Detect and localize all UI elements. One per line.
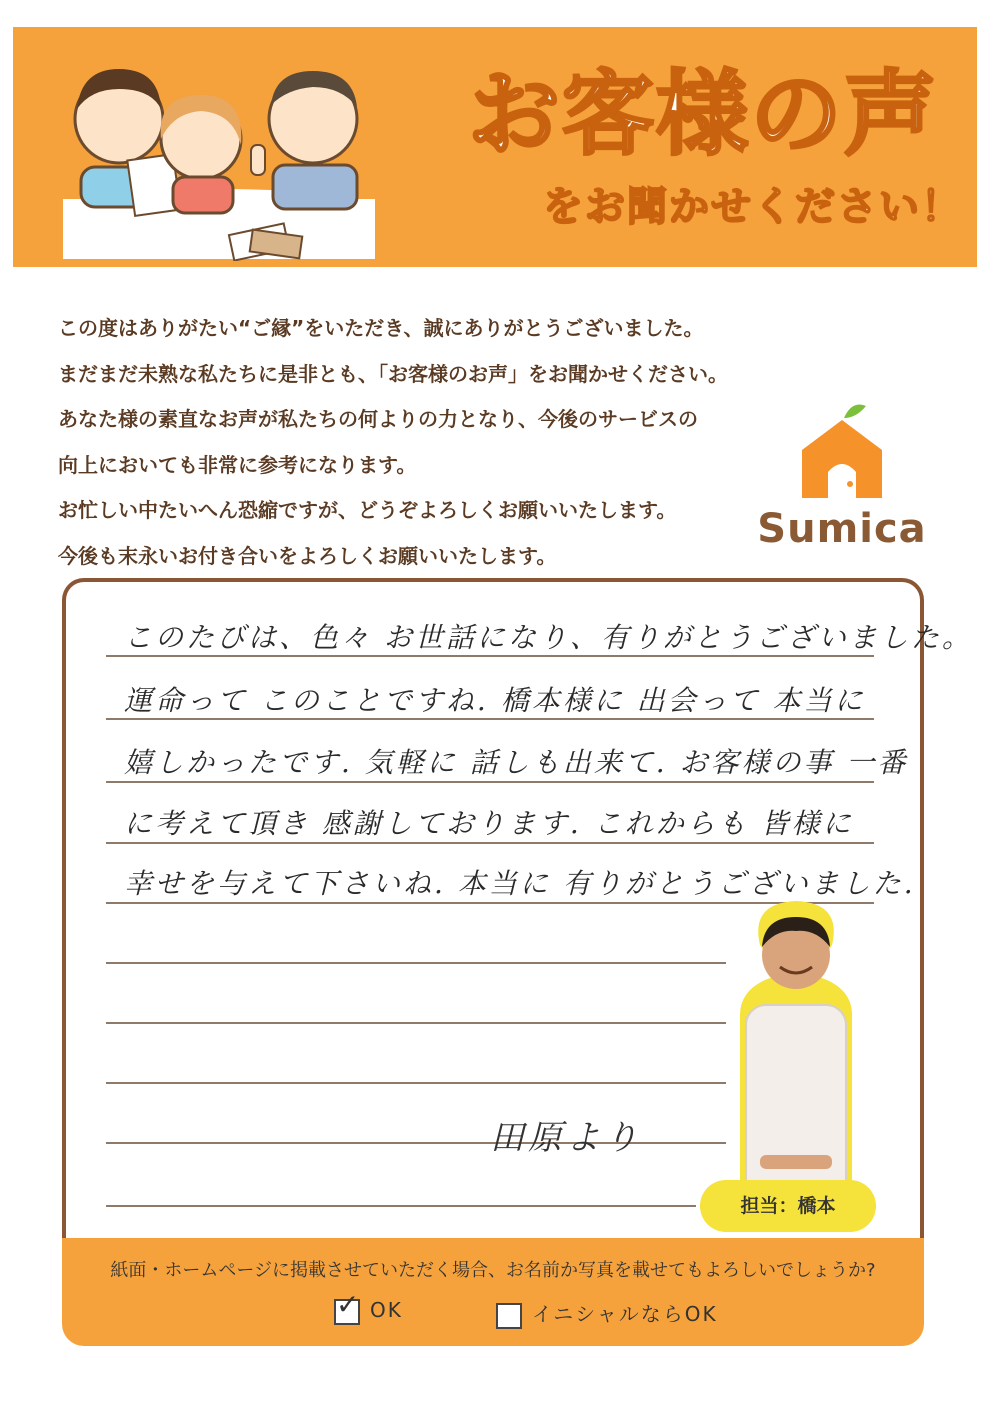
ruled-line bbox=[106, 1205, 696, 1207]
handwritten-line: に考えて頂き 感謝しております. これからも 皆様に bbox=[124, 807, 854, 840]
ruled-line bbox=[106, 1082, 726, 1084]
check-mark-icon: ✓ bbox=[336, 1287, 362, 1321]
customers-illustration bbox=[61, 49, 379, 261]
ruled-line bbox=[106, 1022, 726, 1024]
customer-signature: 田原より bbox=[490, 1118, 642, 1158]
staff-photo bbox=[720, 895, 872, 1225]
ruled-line bbox=[106, 842, 874, 844]
intro-line: まだまだ未熟な私たちに是非とも、「お客様のお声」をお聞かせください。 bbox=[58, 361, 728, 386]
intro-text bbox=[58, 306, 778, 579]
consent-footer bbox=[62, 1238, 924, 1346]
initial-checkbox[interactable] bbox=[496, 1303, 522, 1329]
ruled-line bbox=[106, 962, 726, 964]
option-ok[interactable] bbox=[334, 1287, 403, 1325]
intro-line: この度はありがたい“ご縁”をいただき、誠にありがとうございました。 bbox=[58, 316, 704, 340]
consent-question: 紙面・ホームページに掲載させていただく場合、お名前か写真を載せてもよろしいでしょうか? bbox=[110, 1260, 876, 1281]
option-ok-label: OK bbox=[370, 1298, 403, 1322]
intro-line: 向上においても非常に参考になります。 bbox=[58, 452, 417, 477]
ok-checkbox[interactable] bbox=[334, 1287, 362, 1325]
page-subtitle: をお聞かせください！ bbox=[543, 184, 963, 230]
handwritten-line: 運命って このことですね. 橋本様に 出会って 本当に bbox=[124, 684, 866, 717]
ruled-line bbox=[106, 781, 874, 783]
option-initial[interactable] bbox=[496, 1298, 718, 1329]
header-banner bbox=[13, 27, 977, 267]
logo-text: Sumica bbox=[757, 506, 927, 552]
handwritten-line: 嬉しかったです. 気軽に 話しも出来て. お客様の事 一番 bbox=[124, 746, 909, 779]
intro-line: あなた様の素直なお声が私たちの何よりの力となり、今後のサービスの bbox=[58, 407, 698, 431]
handwritten-line: 幸せを与えて下さいね. 本当に 有りがとうございました. bbox=[124, 867, 916, 900]
sumica-logo bbox=[752, 398, 932, 558]
page-title: お客様の声 bbox=[467, 61, 938, 168]
intro-line: 今後も末永いお付き合いをよろしくお願いいたします。 bbox=[58, 543, 557, 568]
option-initial-label: イニシャルならOK bbox=[532, 1302, 718, 1326]
staff-label: 担当：橋本 bbox=[700, 1180, 876, 1232]
handwritten-line: このたびは、色々 お世話になり、有りがとうございました。 bbox=[124, 621, 973, 654]
house-icon bbox=[752, 398, 932, 508]
intro-line: お忙しい中たいへん恐縮ですが、どうぞよろしくお願いいたします。 bbox=[58, 498, 677, 522]
